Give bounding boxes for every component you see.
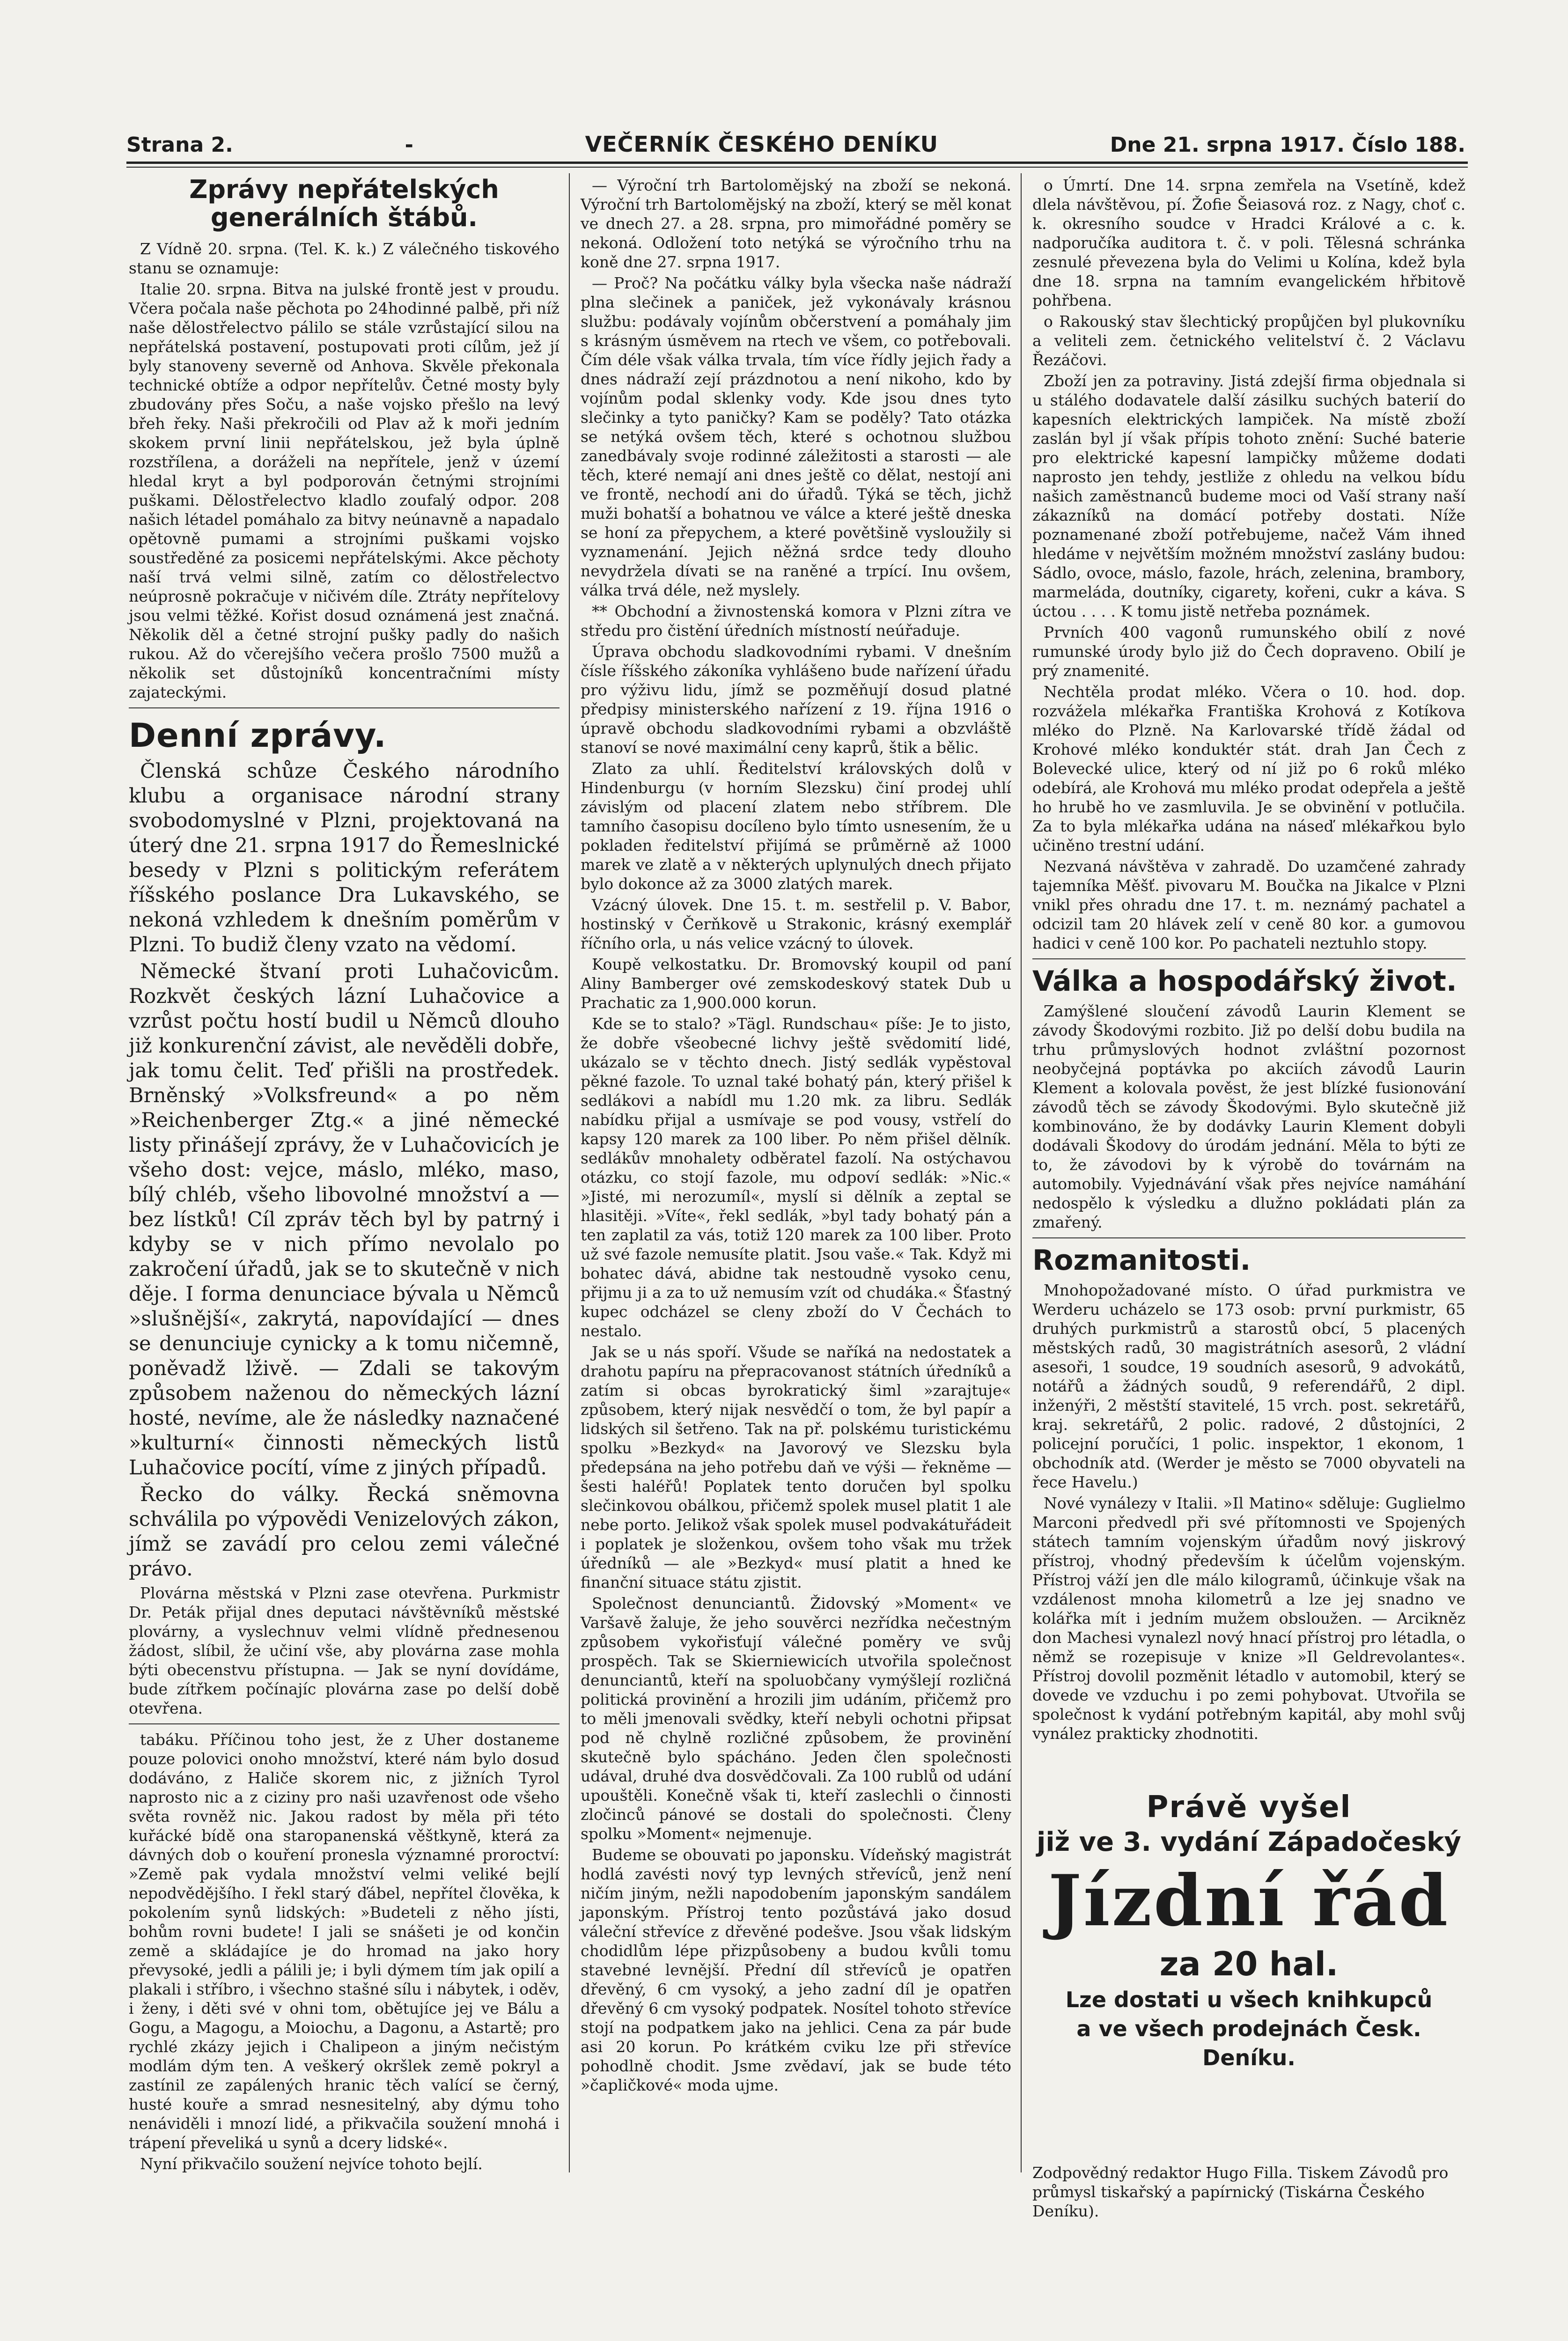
article-paragraph: Zboží jen za potraviny. Jistá zdejší firma objednala si u stálého dodavatele další zásilku suchých baterií do kapesních elektrických lampiček. Na místě zboží zaslán byl jí však přípis tohoto znění: Suché baterie pro elektrické kapesní lampičky můžeme dodati naprosto jen tehdy, jestliže z ohledu na velkou bídu našich zaměstnanců budeme moci od Vaší strany naší zákazníků na domácí potřeby dostati. Níže poznamenané zboží potřebujeme, načež Vám ihned hledáme v největším možném množství zaslány budou: Sádlo, ovoce, máslo, fazole, hrách, zelenina, brambory, marmeláda, doutníky, cigarety, kořeni, cukr a káva. S úctou . . . . K tomu jistě netřeba poznámek. <box>1032 372 1465 620</box>
imprint: Zodpovědný redaktor Hugo Filla. Tiskem Závodů pro průmysl tiskařský a papírnický (Tiskárna Českého Deníku). <box>1032 2164 1449 2220</box>
article-paragraph: Plovárna městská v Plzni zase otevřena. Purkmistr Dr. Peták přijal dnes deputaci návštěvníků městské plovárny, a vyslechnuv velmi vlídně přednesenou žádost, slíbil, že učiní vše, aby plovárna zase mohla býti obecenstvu přístupna. — Jak se nyní dovídáme, bude zítřkem počínajíc plovárna zase po delší době otevřena. <box>129 1584 559 1717</box>
divider <box>129 707 559 708</box>
divider <box>129 1723 559 1724</box>
page-header <box>126 124 1465 157</box>
column-divider-1 <box>569 173 570 2172</box>
article-title: Zprávy nepřátelských generálních štábů. <box>189 175 499 232</box>
article-paragraph: Nezvaná návštěva v zahradě. Do uzamčené zahrady tajemníka Měšť. pivovaru M. Boučka na Jikalce v Plzni vnikl přes ohradu dne 17. t. m. neznámý pachatel a odcizil tam 20 hlávek zelí v ceně 80 kor. a gumovou hadici v ceně 100 kor. Po pachateli neztuhlo stopy. <box>1032 857 1465 952</box>
column-1 <box>129 176 559 2175</box>
article-paragraph: Společnost denunciantů. Židovský »Moment« ve Varšavě žaluje, že jeho souvěrci nezřídka nečestným způsobem vykořisťují válečné poměry ve svůj prospěch. Tak se Skierniewicích utvořila společnost denunciantů, kteří na spoluobčany vymýšlejí rozličná politická provinění a hrozili jim udáním, přičemž pro to měli jmenovali svědky, kteří nebyli ochotni připsat pod ně chylně rozličné způsobem, že provinění skutečně bylo spácháno. Jeden člen společnosti udával, druhé dva dosvědčovali. Za 100 rublů od udání upouštěli. Konečně však ti, kteří zaslechli o činnosti zločinců pánové se dostali do společnosti. Členy spolku »Moment« nejmenuje. <box>581 1594 1011 1843</box>
ad-line: již ve 3. vydání Západočeský <box>1037 1827 1461 1857</box>
column-3 <box>1032 176 1465 1745</box>
article-paragraph: tabáku. Příčinou toho jest, že z Uher dostaneme pouze polovici onoho množství, které nám bylo dosud dodáváno, z Haliče skorem nic, z jižních Tyrol naprosto nic a z ciziny pro naši uzavřenost ode všeho světa rovněž nic. Jakou radost by měla při této kuřácké bídě ona staropanenská věštkyně, která za dávných dob o kouření pronesla významné proroctví: »Země pak vydala množství velmi veliké bejlí nepodvědějšího. I řekl starý ďábel, nepřítel člověka, k pokolením synů lidských: »Budeteli z něho jísti, bohům rovni budete! I jali se snášeti je od končin země a skládajíce je do hromad na jako hory převysoké, jedli a pálili je; i byli dýmem tím jak opilí a plakali i stříbro, i všechno stašné sílu i nábytek, i oděv, i ženy, i děti své v ohni tom, obětujíce jej ve Bálu a Gogu, a Magogu, a Moiochu, a Dagonu, a Astartě; pro rychlé zkázy jejich i Chalipeon a jiným nečistým modlám dým ten. A veškerý okršlek země pokryl a zastínil ze zapálených hranic těch valící se černý, husté kouře a smrad nesnesitelný, aby dýmu toho nenáviděli i mnozí lidé, a přikvačila soužení mnohá i trápení převeliká u synů a dcery lidské«. <box>129 1730 559 2152</box>
ad-line: a ve všech prodejnách Česk. Deníku. <box>1076 2016 1421 2070</box>
article-paragraph: Nechtěla prodat mléko. Včera o 10. hod. dop. rozvážela mlékařka Františka Krohová z Kotíkova mléko do Plzně. Na Karlovarské třídě žádal od Krohové mléko konduktér stát. drah Jan Čech z Bolevecké ulice, který od ní již po 6 roků mléko odebírá, ale Krohová mu mléko prodat odepřela a ještě ho hrubě ho ve zasmluvila. Je se obvinění v potlučila. Za to byla mlékařka udána na náseď mlékařkou bylo učiněno trestní udání. <box>1032 683 1465 854</box>
article-paragraph: Nové vynálezy v Italii. »Il Matino« sděluje: Guglielmo Marconi předvedl při své přítomnosti ve Spojených státech tamním vojenským úřadům nový jiskrový přístroj, vhodný především k účelům vojenským. Přístroj váží jen dle málo kilogramů, účinkuje však na vzdálenost mnoha kilometrů a lze jej snadno ve kolářka mít i jedním mužem obsloužen. — Arcikněz don Machesi vynalezl nový hnací přístroj pro létadla, o němž se rozepisuje v knize »Il Geldrevolantes«. Přístroj dovolil pozměnit létadlo v automobil, který se dovede ve vzduchu i po zemi pohybovat. Utvořila se společnost k vydání potřebným kapitál, aby mohl svůj vynález prakticky zhodnotiti. <box>1032 1494 1465 1743</box>
article-paragraph: o Rakouský stav šlechtický propůjčen byl plukovníku a veliteli zem. četnického velitelství č. 2 Václavu Řezáčovi. <box>1032 312 1465 369</box>
article-paragraph: Kde se to stalo? »Tägl. Rundschau« píše: Je to jisto, že dobře všeobecné lichvy ještě svědomití lidé, ukázalo se v těchto dnech. Jistý sedlák vypěstoval pěkné fazole. To uznal také bohatý pán, který přišel k sedlákovi a nabídl mu 1.20 mk. za libru. Sedlák nabídku přijal a usmívaje se pod vousy, vstřelí do kapsy 120 marek za 100 liber. Po něm přišel dělník. sedlákův mnohalety odběratel fazolí. Na ostýchavou otázku, co stojí fazole, mu odpoví sedlák: »Nic.« »Jisté, mi nerozumíl«, myslí si dělník a zeptal se hlasitěji. »Víte«, řekl sedlák, »byl tady bohatý pán a ten zaplatil za vás, totiž 120 marek za 100 liber. Proto už své fazole nemusíte platit. Jsou vaše.« Tak. Když mi bohatec dává, abidne tak nestoudně vysoko cenu, přijmu ji a za to už nemusím vzít od chudáka.« Šťastný kupec odcházel se cleny zboží do V Čechách to nestalo. <box>581 1015 1011 1340</box>
article-paragraph: Nyní přikvačilo soužení nejvíce tohoto bejlí. <box>140 2155 483 2173</box>
article-paragraph: Německé štvaní proti Luhačovicům. Rozkvět českých lázní Luhačovice a vzrůst počtu hostí budil u Němců dlouho již konkurenční závist, ale nevěděli dobře, jak tomu čelit. Teď přišli na prostředek. Brněnský »Volksfreund« a po něm »Reichenberger Ztg.« a jiné německé listy přinášejí zprávy, že v Luhačovicích je všeho dost: vejce, máslo, mléko, maso, bílý chléb, všeho libovolné množství a — bez lístků! Cíl zpráv těch byl by patrný i kdyby se v nich přímo nevolalo po zakročení úřadů, jak se to skutečně v nich děje. I forma denunciace bývala u Němců »slušnější«, zakrytá, napovídající — dnes se denunciuje cynicky a k tomu ničemně, poněvadž lživě. — Zdali se takovým způsobem naženou do německých lázní hosté, nevíme, ale že následky naznačené »kulturní« činnosti německých listů Luhačovice pocítí, víme z jiných případů. <box>129 960 559 1480</box>
header-dash: - <box>405 133 413 157</box>
article-paragraph: Budeme se obouvati po japonsku. Vídeňský magistrát hodlá zavésti nový typ levných střevíců, jenž není ničím jiným, nežli napodobením japonským sandálem japonským. Přístroj tento pozůstává jako dosud váleční střevíce z dřevěné podešve. Jsou však lidským chodidlům lépe přizpůsobeny a budou kvůli tomu stavebné levnější. Přední díl střevíců je opatřen dřevěný, 6 cm vysoký, a jeho zadní díl je opatřen dřevěný 6 cm vysoký podpatek. Nosítel tohoto střevíce stojí na podpatkem jako na jehlici. Cena za pár bude asi 20 korun. Po krátkém cviku lze při střevíce pohodlně chodit. Jsme zvědaví, jak se bude této »čapličkové« moda ujme. <box>581 1846 1011 2094</box>
article-paragraph: Mnohopožadované místo. O úřad purkmistra ve Werderu ucházelo se 173 osob: první purkmistr, 65 druhých purkmistrů a starostů obcí, 5 placených městských radů, 30 magistrátních asesorů, 2 vládní asesoři, 1 soudce, 19 soudních asesorů, 9 advokátů, notářů a žádných soudů, 9 referendářů, 2 dipl. inženýři, 2 městští stavitelé, 15 vrch. post. sekretářů, kraj. sekretářů, 2 polic. radové, 2 důstojníci, 2 policejní poručíci, 1 polic. inspektor, 1 ekonom, 1 obchodník atd. (Werder je město se 7000 obyvateli na řece Havelu.) <box>1032 1281 1465 1491</box>
article-paragraph: Členská schůze Českého národního klubu a organisace národní strany svobodomyslné v Plzni, projektovaná na úterý dne 21. srpna 1917 do Řemeslnické besedy v Plzni s politickým referátem říšského poslance Dra Lukavského, se nekoná vzhledem k dnešním poměrům v Plzni. To budiž členy vzato na vědomí. <box>129 759 559 957</box>
ad-line: Právě vyšel <box>1146 1790 1352 1825</box>
ad-headline: Jízdní řád <box>1048 1860 1450 1942</box>
article-paragraph: Koupě velkostatku. Dr. Bromovský koupil od paní Aliny Bamberger ové zemskodeskový statek Dub u Prachatic za 1,900.000 korun. <box>581 955 1011 1012</box>
column-divider-2 <box>1021 173 1022 2172</box>
article-paragraph: Italie 20. srpna. Bitva na julské frontě jest v proudu. Včera počala naše pěchota po 24hodinné palbě, při níž naše dělostřelectvo pálilo se stále vzrůstající silou na nepřátelská postavení, postupovati proti cílům, jež jí byly stanoveny severně od Anhova. Skvěle překonala technické obtíže a odpor nepřítelův. Četné mosty byly zbudovány přes Soču, a naše vojsko přešlo na levý břeh řeky. Naši překročili od Plav až k moři jedním skokem první linii nepřátelskou, jež byla úplně rozstřílena, a doráželi na nepřítele, jenž v území hledal kryt a byl podporován četnými strojními puškami. Dělostřelectvo kladlo zoufalý odpor. 208 našich létadel pomáhalo za bitvy neúnavně a napadalo opětovně pumami a strojními puškami vojsko soustředěné za posicemi nepřátelskými. Akce pěchoty naší trvá velmi silně, zatím co dělostřelectvo neúprosně pokračuje v ničivém díle. Ztráty nepřítelovy jsou velmi těžké. Kořist dosud oznámená jest značná. Několik děl a četné strojní pušky padly do našich rukou. Až do včerejšího večera prošlo 7500 mužů a několik set důstojníků koncentračními místy zajateckými. <box>129 280 559 701</box>
article-paragraph: — Proč? Na počátku války byla všecka naše nádraží plna slečinek a paniček, jež vykonávaly krásnou službu: podávaly vojínům občerstvení a pomáhaly jim s krásným úsměvem na rtech ve všem, co potřebovali. Čím déle však válka trvala, tím více řídly jejich řady a dnes nádraží zejí prázdnotou a není nikoho, kdo by vojínům podal sklenky vody. Kde jsou dnes tyto slečinky a tyto paničky? Kam se poděly? Tato otázka se netýká ovšem těch, které s ochotnou službou zanedbávaly svoje rodinné záležitosti a starosti — ale těch, které nemají ani dnes ještě co dělat, nestojí ani ve frontě, nechodí ani do úřadů. Týká se těch, jichž muži bohatší a bohatnou ve válce a které ještě dneska se honí za přepychem, a které povětšině vysloužily si vyznamenání. Jejich něžná srdce tedy dlouho nevydržela dívati se na raněné a trpící. Inu ovšem, válka trvá déle, než myslely. <box>581 274 1011 599</box>
article-paragraph: Jak se u nás spoří. Všude se naříká na nedostatek a drahotu papíru na přepracovanost státních úředníků a zatím si obcas byrokratický šiml »zarajtuje« způsobem, který nijak nesvědčí o tom, že byl papír a lidských sil šetřeno. Tak na př. polskému turistickému spolku »Bezkyd« na Javorový ve Slezsku byla předepsána na jeho potřebu daň ve výši — řekněme — šesti haléřů! Poplatek tento doručen byl spolku slečinkovou obálkou, přičemž spolek musel platit 1 ale nebe porto. Jelikož však spolek musel podvakátuřádeit i poplatek je složenkou, ovšem toho však mu tržek úředníků — ale »Bezkyd« musí platit a hned ke finanční situace státu zjistit. <box>581 1343 1011 1591</box>
section-heading: Denní zprávy. <box>129 716 387 755</box>
divider <box>1032 1237 1465 1238</box>
page-number: Strana 2. <box>126 133 233 157</box>
article-paragraph: Vzácný úlovek. Dne 15. t. m. sestřelil p. V. Babor, hostinský v Čerňkově u Strakonic, krásný exemplář říčního orla, u nás velice vzácný to úlovek. <box>581 896 1011 952</box>
timetable-advertisement <box>1032 1789 1465 2154</box>
divider <box>1032 958 1465 959</box>
article-paragraph: Úprava obchodu sladkovodními rybami. V dnešním čísle říšského zákoníka vyhlášeno bude nařízení úřadu pro výživu lidu, jímž se pozměňují dosud platné předpisy ministerského nařízení z 19. října 1916 o úpravě obchodu sladkovodními rybami a obzvláště stanoví se nové maximální ceny kaprů, štik a bělic. <box>581 642 1011 757</box>
article-paragraph: Zamýšlené sloučení závodů Laurin Klement se závody Škodovými rozbito. Již po delší dobu budila na trhu průmyslových hodnot zvláštní pozornost neobyčejná poptávka po akciích závodů Laurin Klement a kolovala pověst, že jest blízké fusionování závodů těch se závody Škodovými. Bylo skutečně již kombinováno, že by dodávky Laurin Klement dobyli dodávali Škodovy do úrodám jednání. Měla to býti ze to, že závodovi by k výrobě do továrnám na automobily. Vyjednávání však přes nejvíce namáhání nedospělo k výsledku a dlužno pokládati plán za zmařený. <box>1032 1002 1465 1231</box>
article-paragraph: ** Obchodní a živnostenská komora v Plzni zítra ve středu pro čistění úředních místností neúřaduje. <box>581 602 1011 640</box>
ad-price: za 20 hal. <box>1159 1945 1339 1983</box>
column-2 <box>581 176 1011 2097</box>
section-heading: Rozmanitosti. <box>1032 1244 1251 1277</box>
ad-line: Lze dostati u všech knihkupců <box>1065 1987 1433 2012</box>
issue-date: Dne 21. srpna 1917. Číslo 188. <box>1110 133 1465 157</box>
article-paragraph: o Úmrtí. Dne 14. srpna zemřela na Vsetíně, kdež dlela návštěvou, pí. Žofie Šeiasová roz. z Nagy, choť c. k. okresního soudce v Hradci Králové a c. k. nadporučíka auditora t. č. v poli. Tělesná schránka zesnulé převezena byla do Velimi u Kolína, kdež byla dne 18. srpna na tamním evangelickém hřbitově pohřbena. <box>1032 176 1465 309</box>
article-paragraph: — Výroční trh Bartolomějský na zboží se nekoná. Výroční trh Bartolomějský na zboží, který se měl konat ve dnech 27. a 28. srpna, pro mimořádné poměry se nekoná. Odložení toto netýká se výročního trhu na koně dne 27. srpna 1917. <box>581 176 1011 271</box>
newspaper-title: VEČERNÍK ČESKÉHO DENÍKU <box>585 132 938 157</box>
article-paragraph: Řecko do války. Řecká sněmovna schválila po výpovědi Venizelových zákon, jímž se zavádí pro celou zemi válečné právo. <box>129 1483 559 1581</box>
header-rule <box>126 162 1468 168</box>
article-paragraph: Zlato za uhlí. Ředitelství královských dolů v Hindenburgu (v horním Slezsku) činí prodej uhlí závislým od placení zlatem nebo stříbrem. Dle tamního časopisu docíleno bylo tímto usnesením, že u pokladen ředitelství přijímá se průměrně až 1000 marek ve zlatě a v některých uplynulých dnech přijato bylo dokonce až za 3000 zlatých marek. <box>581 759 1011 893</box>
section-heading: Válka a hospodářský život. <box>1032 965 1457 998</box>
article-paragraph: Z Vídně 20. srpna. (Tel. K. k.) Z válečného tiskového stanu se oznamuje: <box>129 240 559 277</box>
article-paragraph: Prvních 400 vagonů rumunského obilí z nové rumunské úrody bylo již do Čech dopraveno. Obilí je prý znamenité. <box>1032 623 1465 680</box>
